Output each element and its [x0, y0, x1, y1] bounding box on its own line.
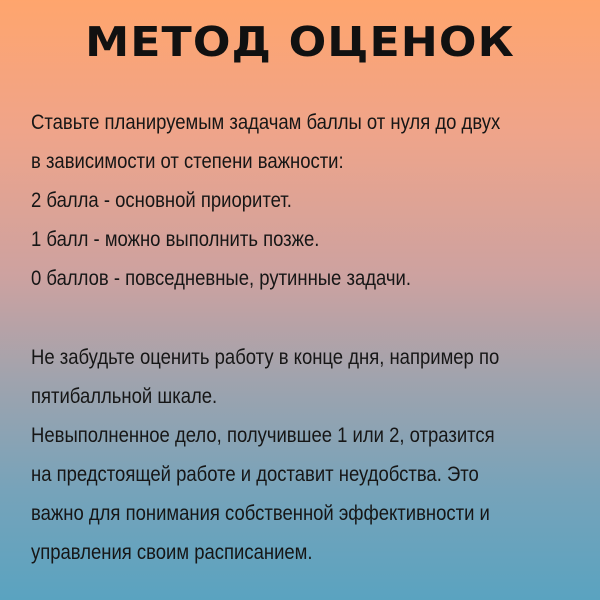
text-line: пятибалльной шкале.: [31, 385, 218, 408]
text-line: важно для понимания собственной эффективности и: [31, 502, 490, 525]
text-line: Ставьте планируемым задачам баллы от нуля до двух: [31, 111, 501, 134]
scoring-instructions: [31, 103, 550, 298]
text-line: Невыполненное дело, получившее 1 или 2, отразится: [31, 424, 495, 447]
text-line: 2 балла - основной приоритет.: [31, 189, 292, 212]
text-line: управления своим расписанием.: [31, 541, 313, 564]
text-line: 1 балл - можно выполнить позже.: [31, 228, 320, 251]
text-line: Не забудьте оценить работу в конце дня, например по: [31, 346, 500, 369]
card-title: МЕТОД ОЦЕНОК: [85, 18, 515, 66]
text-line: 0 баллов - повседневные, рутинные задачи.: [31, 267, 411, 290]
text-line: в зависимости от степени важности:: [31, 150, 344, 173]
evaluation-note: [31, 338, 550, 572]
text-line: на предстоящей работе и доставит неудобства. Это: [31, 463, 479, 486]
